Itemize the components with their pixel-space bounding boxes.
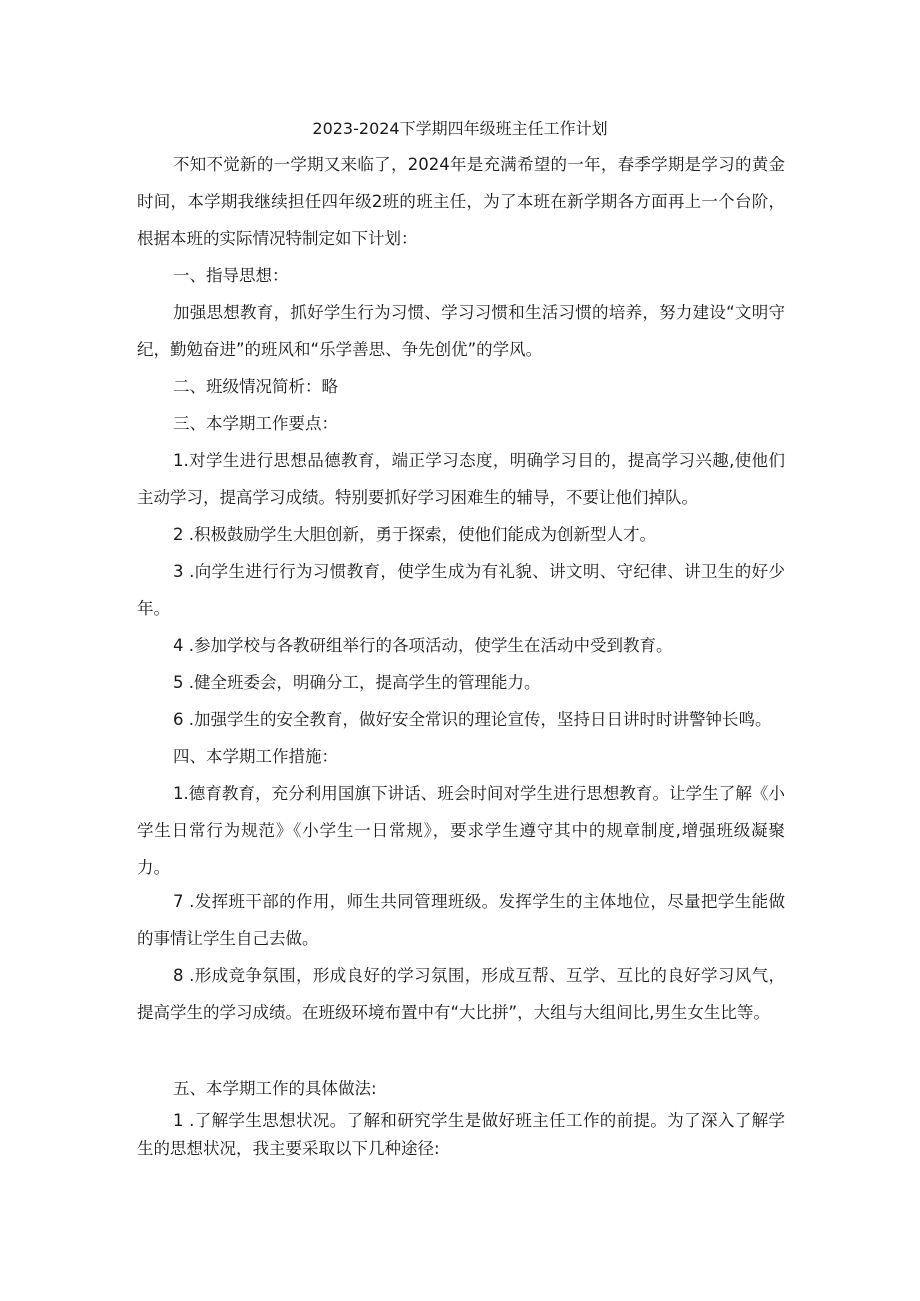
key-point-5: 5 .健全班委会，明确分工，提高学生的管理能力。 — [173, 673, 541, 692]
measure-8: 8 .形成竞争氛围，形成良好的学习氛围，形成互帮、互学、互比的良好学习风气，提高学生的学习成绩。在班级环境布置中有“大比拼”，大组与大组间比,男生女生比等。 — [137, 966, 785, 1022]
measure-7: 7 .发挥班干部的作用，师生共同管理班级。发挥学生的主体地位，尽量把学生能做的事情让学生自己去做。 — [137, 892, 785, 948]
intro-paragraph: 不知不觉新的一学期又来临了，2024年是充满希望的一年，春季学期是学习的黄金时间，本学期我继续担任四年级2班的班主任，为了本班在新学期各方面再上一个台阶，根据本班的实际情况特制定如下计划： — [137, 155, 785, 248]
section-heading-specific-methods: 五、本学期工作的具体做法: — [173, 1079, 377, 1098]
key-point-4: 4 .参加学校与各教研组举行的各项活动，使学生在活动中受到教育。 — [173, 636, 673, 655]
section-heading-class-analysis: 二、班级情况简析：略 — [173, 377, 338, 396]
key-point-2: 2 .积极鼓励学生大胆创新，勇于探索，使他们能成为创新型人才。 — [173, 525, 656, 544]
key-point-3: 3 .向学生进行行为习惯教育，使学生成为有礼貌、讲文明、守纪律、讲卫生的好少年。 — [137, 562, 785, 618]
document-title: 2023-2024下学期四年级班主任工作计划 — [312, 119, 608, 138]
key-point-1: 1.对学生进行思想品德教育，端正学习态度，明确学习目的，提高学习兴趣,使他们主动学习，提高学习成绩。特别要抓好学习困难生的辅导，不要让他们掉队。 — [137, 451, 785, 507]
section-heading-guiding-thought: 一、指导思想： — [173, 266, 289, 285]
section-heading-measures: 四、本学期工作措施： — [173, 747, 338, 766]
method-1: 1 .了解学生思想状况。了解和研究学生是做好班主任工作的前提。为了深入了解学生的思想状况，我主要采取以下几种途径: — [137, 1111, 785, 1158]
section-heading-key-points: 三、本学期工作要点： — [173, 414, 338, 433]
key-point-6: 6 .加强学生的安全教育，做好安全常识的理论宣传，坚持日日讲时时讲警钟长鸣。 — [173, 710, 772, 729]
measure-1: 1.德育教育，充分利用国旗下讲话、班会时间对学生进行思想教育。让学生了解《小学生日常行为规范》《小学生一日常规》，要求学生遵守其中的规章制度,增强班级凝聚力。 — [137, 784, 785, 877]
guiding-thought-paragraph: 加强思想教育，抓好学生行为习惯、学习习惯和生活习惯的培养，努力建设“文明守纪，勤勉奋进”的班风和“乐学善思、争先创优”的学风。 — [137, 303, 785, 359]
